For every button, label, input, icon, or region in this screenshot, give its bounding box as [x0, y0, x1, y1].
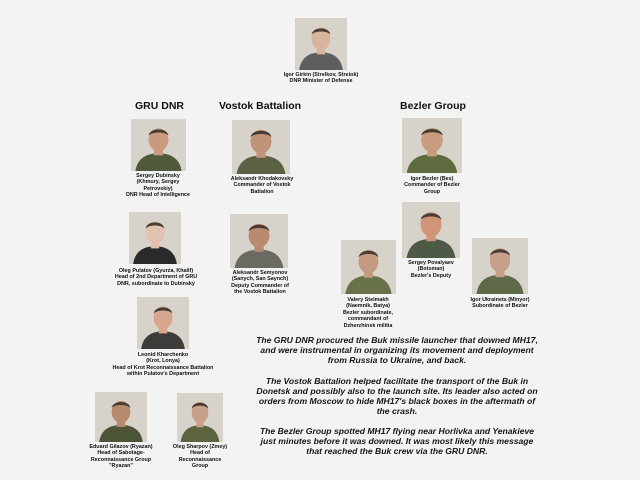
- header-bezler-group: Bezler Group: [400, 100, 466, 112]
- portrait-silhouette: [137, 297, 189, 349]
- caption-pulatov: Oleg Pulatov (Gyurza, Khalif) Head of 2nd Department of GRU DNR, subordinate to Dubinsky: [114, 268, 198, 287]
- photo-khodakovsky: [232, 120, 290, 174]
- portrait-silhouette: [131, 119, 186, 171]
- paragraph-bezler: The Bezler Group spotted MH17 flying near Horlivka and Yenakieve just minutes before it was downed. It was most likely this message that reached the Buk crew via the GRU DNR.: [259, 426, 535, 456]
- photo-gilazov: [95, 392, 147, 442]
- caption-sharpov: Oleg Sharpov (Zmey) Head of Reconnaissance Group: [172, 444, 228, 470]
- photo-povalyaev: [402, 202, 460, 258]
- photo-dubinsky: [131, 119, 186, 171]
- portrait-silhouette: [232, 120, 290, 174]
- header-gru-dnr: GRU DNR: [135, 100, 184, 112]
- caption-ukrainets: Igor Ukrainets (Minyor) Subordinate of Bezler: [470, 297, 530, 310]
- caption-girkin: Igor Girkin (Strelkov, Streiok) DNR Minister of Defense: [283, 72, 359, 85]
- caption-kharchenko: Leonid Kharchenko (Krot, Lonya) Head of Krot Reconnaissance Battalion within Pulatov's Department: [112, 352, 214, 378]
- caption-bezler: Igor Bezler (Bes) Commander of Bezler Group: [404, 176, 460, 195]
- portrait-silhouette: [95, 392, 147, 442]
- photo-pulatov: [129, 212, 181, 264]
- header-vostok-battalion: Vostok Battalion: [219, 100, 302, 112]
- photo-stelmakh: [341, 240, 396, 294]
- paragraph-gru-dnr: The GRU DNR procured the Buk missile launcher that downed MH17, and were instrumental in organizing its movement and deployment from Russia to Ukraine, and back.: [256, 335, 538, 365]
- portrait-silhouette: [341, 240, 396, 294]
- photo-bezler: [402, 118, 462, 173]
- portrait-silhouette: [230, 214, 288, 268]
- portrait-silhouette: [129, 212, 181, 264]
- photo-girkin: [295, 18, 347, 70]
- portrait-silhouette: [402, 202, 460, 258]
- portrait-silhouette: [177, 393, 223, 442]
- photo-semyonov: [230, 214, 288, 268]
- caption-stelmakh: Valery Stelmakh (Naemnik, Batya) Bezler subordinate, commandant of Dzherzhinsk militia: [342, 297, 394, 329]
- photo-sharpov: [177, 393, 223, 442]
- portrait-silhouette: [295, 18, 347, 70]
- portrait-silhouette: [472, 238, 528, 294]
- photo-kharchenko: [137, 297, 189, 349]
- caption-povalyaev: Sergey Povalyaev (Botsman) Bezler's Deputy: [408, 260, 454, 279]
- portrait-silhouette: [402, 118, 462, 173]
- caption-dubinsky: Sergey Dubinsky (Khmury, Sergey Petrovskiy) DNR Head of Intelligence: [125, 173, 191, 199]
- caption-khodakovsky: Aleksandr Khodakovsky Commander of Vostok Battalion: [230, 176, 294, 195]
- caption-semyonov: Aleksandr Semyonov (Sanych, San Saynch) Deputy Commander of the Vostok Battalion: [231, 270, 289, 296]
- caption-gilazov: Eduard Gilazov (Ryazan) Head of Sabotage- Reconnaissance Group "Ryazan": [89, 444, 153, 470]
- paragraph-vostok: The Vostok Battalion helped facilitate the transport of the Buk in Donetsk and possibly also to the launch site. Its leader also acted on orders from Moscow to hide MH17's black boxes in the aftermath of the crash.: [256, 376, 538, 416]
- photo-ukrainets: [472, 238, 528, 294]
